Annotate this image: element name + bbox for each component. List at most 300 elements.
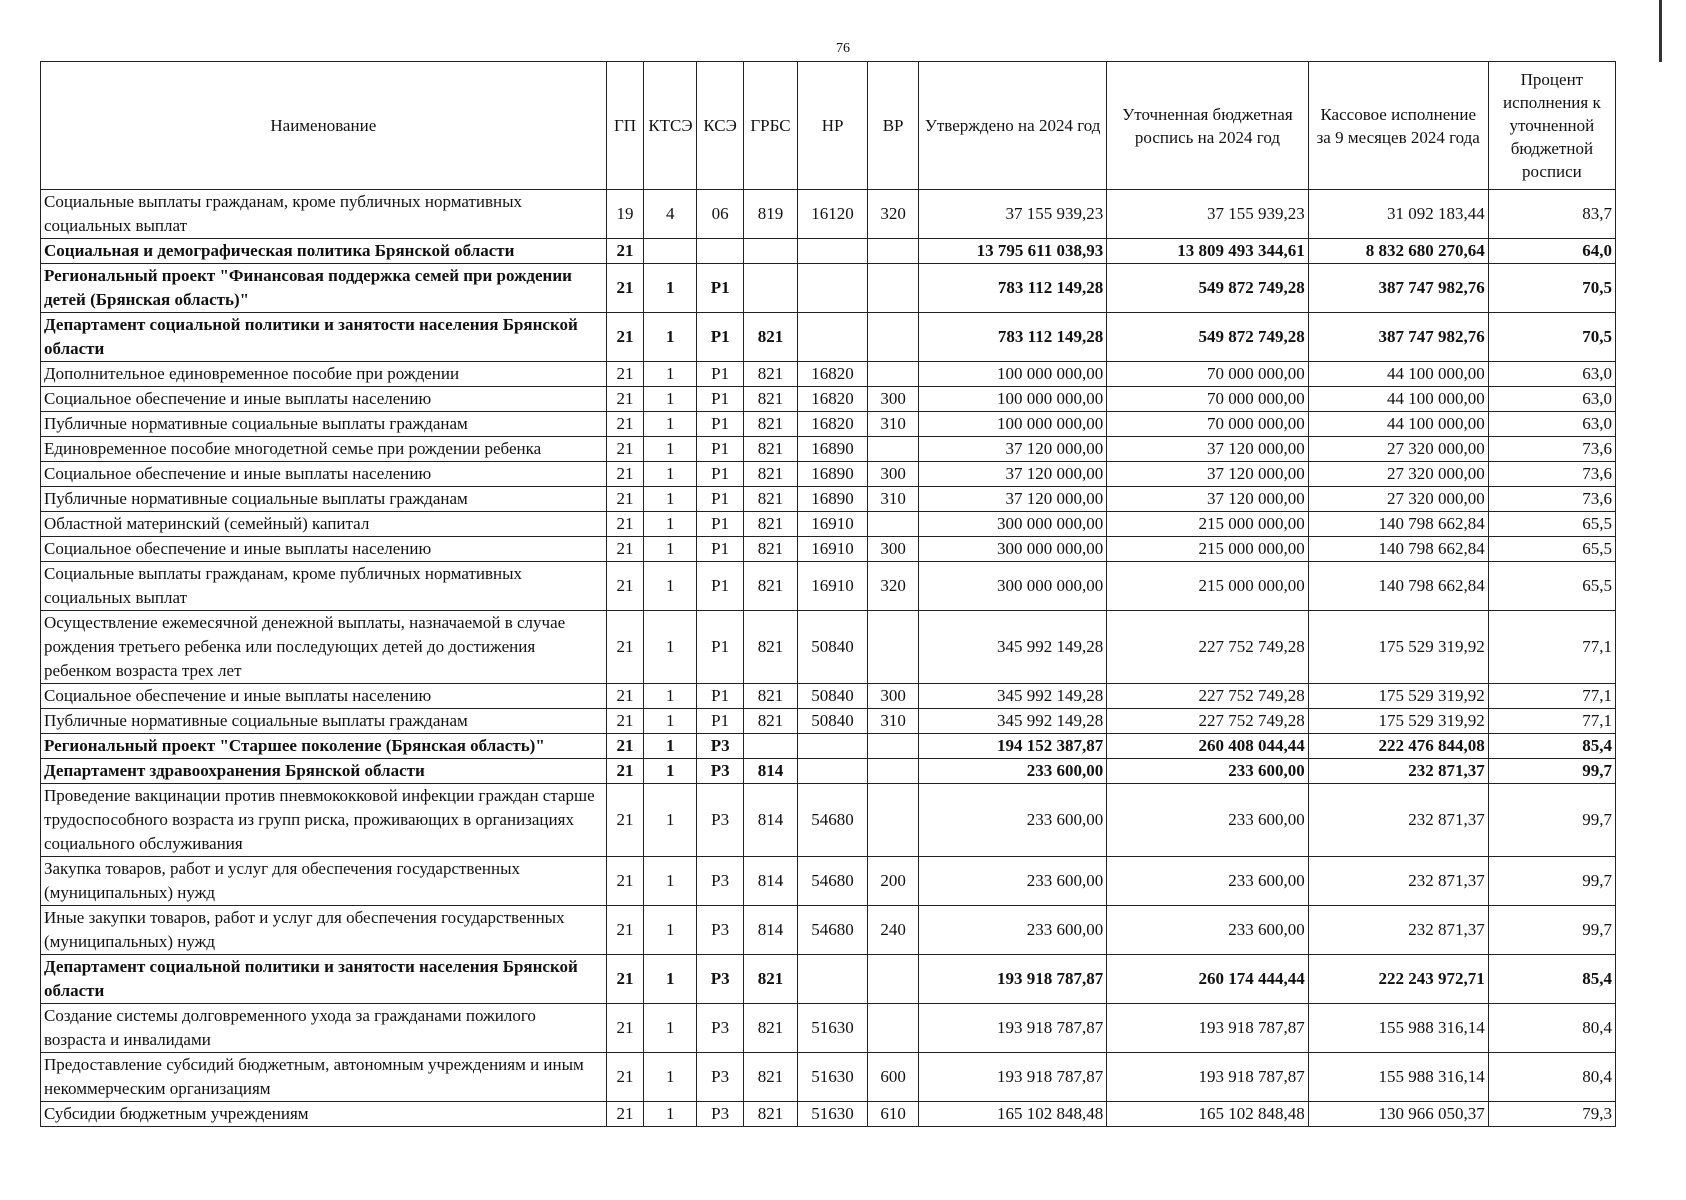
cell-kse: P3 bbox=[697, 1004, 744, 1053]
table-row bbox=[41, 955, 1616, 1004]
cell-gp: 21 bbox=[606, 512, 644, 537]
cell-grbs bbox=[744, 239, 798, 264]
cell-gp: 21 bbox=[606, 239, 644, 264]
cell-name: Публичные нормативные социальные выплаты гражданам bbox=[41, 709, 607, 734]
cell-refined: 233 600,00 bbox=[1107, 759, 1308, 784]
cell-vr bbox=[868, 1004, 919, 1053]
page-number: 76 bbox=[836, 41, 850, 56]
cell-name: Социальное обеспечение и иные выплаты населению bbox=[41, 537, 607, 562]
cell-nr bbox=[797, 759, 867, 784]
cell-name: Публичные нормативные социальные выплаты гражданам bbox=[41, 412, 607, 437]
cell-approved: 37 155 939,23 bbox=[919, 190, 1107, 239]
cell-vr bbox=[868, 611, 919, 684]
cell-nr: 16890 bbox=[797, 487, 867, 512]
cell-kse: P1 bbox=[697, 611, 744, 684]
cell-kse bbox=[697, 239, 744, 264]
cell-name: Социальные выплаты гражданам, кроме публичных нормативных социальных выплат bbox=[41, 190, 607, 239]
cell-name: Социальные выплаты гражданам, кроме публичных нормативных социальных выплат bbox=[41, 562, 607, 611]
cell-grbs: 814 bbox=[744, 784, 798, 857]
cell-gp: 19 bbox=[606, 190, 644, 239]
cell-percent: 85,4 bbox=[1488, 734, 1615, 759]
cell-name: Региональный проект "Финансовая поддержка семей при рождении детей (Брянская область)" bbox=[41, 264, 607, 313]
cell-refined: 260 408 044,44 bbox=[1107, 734, 1308, 759]
cell-vr: 600 bbox=[868, 1053, 919, 1102]
cell-cash: 222 476 844,08 bbox=[1308, 734, 1488, 759]
cell-cash: 232 871,37 bbox=[1308, 759, 1488, 784]
cell-vr bbox=[868, 264, 919, 313]
cell-ktse: 1 bbox=[644, 313, 697, 362]
cell-grbs: 821 bbox=[744, 709, 798, 734]
cell-refined: 260 174 444,44 bbox=[1107, 955, 1308, 1004]
cell-grbs: 821 bbox=[744, 437, 798, 462]
cell-kse: P3 bbox=[697, 955, 744, 1004]
cell-grbs: 821 bbox=[744, 313, 798, 362]
cell-refined: 233 600,00 bbox=[1107, 857, 1308, 906]
col-header-grbs: ГРБС bbox=[744, 62, 798, 190]
cell-approved: 233 600,00 bbox=[919, 906, 1107, 955]
cell-ktse: 1 bbox=[644, 906, 697, 955]
cell-gp: 21 bbox=[606, 1102, 644, 1127]
col-header-kse: КСЭ bbox=[697, 62, 744, 190]
table-row bbox=[41, 512, 1616, 537]
cell-grbs: 814 bbox=[744, 906, 798, 955]
cell-ktse: 1 bbox=[644, 412, 697, 437]
cell-grbs: 821 bbox=[744, 462, 798, 487]
cell-cash: 44 100 000,00 bbox=[1308, 362, 1488, 387]
table-row bbox=[41, 387, 1616, 412]
cell-nr: 16890 bbox=[797, 462, 867, 487]
table-row bbox=[41, 1004, 1616, 1053]
cell-nr: 54680 bbox=[797, 857, 867, 906]
cell-percent: 79,3 bbox=[1488, 1102, 1615, 1127]
table-row bbox=[41, 412, 1616, 437]
cell-approved: 345 992 149,28 bbox=[919, 684, 1107, 709]
cell-approved: 233 600,00 bbox=[919, 857, 1107, 906]
cell-percent: 65,5 bbox=[1488, 512, 1615, 537]
cell-grbs: 821 bbox=[744, 684, 798, 709]
col-header-approved: Утверждено на 2024 год bbox=[919, 62, 1107, 190]
cell-kse: P1 bbox=[697, 362, 744, 387]
cell-approved: 193 918 787,87 bbox=[919, 955, 1107, 1004]
cell-vr: 300 bbox=[868, 462, 919, 487]
cell-approved: 233 600,00 bbox=[919, 759, 1107, 784]
cell-name: Социальное обеспечение и иные выплаты населению bbox=[41, 387, 607, 412]
table-row bbox=[41, 759, 1616, 784]
cell-name: Департамент социальной политики и занятости населения Брянской области bbox=[41, 313, 607, 362]
cell-percent: 70,5 bbox=[1488, 264, 1615, 313]
header-row bbox=[41, 62, 1616, 190]
cell-refined: 165 102 848,48 bbox=[1107, 1102, 1308, 1127]
cell-name: Региональный проект "Старшее поколение (Брянская область)" bbox=[41, 734, 607, 759]
cell-vr bbox=[868, 512, 919, 537]
cell-cash: 31 092 183,44 bbox=[1308, 190, 1488, 239]
cell-gp: 21 bbox=[606, 487, 644, 512]
cell-cash: 44 100 000,00 bbox=[1308, 387, 1488, 412]
cell-gp: 21 bbox=[606, 759, 644, 784]
cell-vr bbox=[868, 313, 919, 362]
cell-vr: 310 bbox=[868, 709, 919, 734]
cell-refined: 70 000 000,00 bbox=[1107, 387, 1308, 412]
cell-refined: 549 872 749,28 bbox=[1107, 313, 1308, 362]
cell-ktse: 1 bbox=[644, 362, 697, 387]
cell-kse: P1 bbox=[697, 537, 744, 562]
cell-cash: 175 529 319,92 bbox=[1308, 611, 1488, 684]
cell-vr: 320 bbox=[868, 190, 919, 239]
cell-vr bbox=[868, 759, 919, 784]
cell-cash: 140 798 662,84 bbox=[1308, 562, 1488, 611]
cell-gp: 21 bbox=[606, 684, 644, 709]
table-row bbox=[41, 264, 1616, 313]
cell-grbs: 821 bbox=[744, 487, 798, 512]
cell-ktse: 1 bbox=[644, 264, 697, 313]
cell-cash: 140 798 662,84 bbox=[1308, 537, 1488, 562]
cell-vr: 200 bbox=[868, 857, 919, 906]
cell-vr: 300 bbox=[868, 684, 919, 709]
cell-ktse: 1 bbox=[644, 1004, 697, 1053]
cell-gp: 21 bbox=[606, 709, 644, 734]
table-row bbox=[41, 784, 1616, 857]
cell-nr: 16120 bbox=[797, 190, 867, 239]
cell-nr: 50840 bbox=[797, 611, 867, 684]
cell-approved: 783 112 149,28 bbox=[919, 313, 1107, 362]
cell-vr: 310 bbox=[868, 487, 919, 512]
table-row bbox=[41, 709, 1616, 734]
cell-kse: P1 bbox=[697, 264, 744, 313]
cell-nr: 54680 bbox=[797, 784, 867, 857]
cell-kse: P1 bbox=[697, 387, 744, 412]
cell-ktse: 1 bbox=[644, 462, 697, 487]
cell-grbs bbox=[744, 264, 798, 313]
cell-grbs: 821 bbox=[744, 1004, 798, 1053]
cell-cash: 130 966 050,37 bbox=[1308, 1102, 1488, 1127]
cell-nr bbox=[797, 264, 867, 313]
cell-vr: 300 bbox=[868, 537, 919, 562]
cell-vr bbox=[868, 437, 919, 462]
cell-percent: 70,5 bbox=[1488, 313, 1615, 362]
cell-kse: P3 bbox=[697, 759, 744, 784]
cell-nr: 54680 bbox=[797, 906, 867, 955]
table-row bbox=[41, 190, 1616, 239]
table-row bbox=[41, 239, 1616, 264]
cell-cash: 387 747 982,76 bbox=[1308, 313, 1488, 362]
cell-refined: 549 872 749,28 bbox=[1107, 264, 1308, 313]
cell-refined: 37 155 939,23 bbox=[1107, 190, 1308, 239]
cell-cash: 155 988 316,14 bbox=[1308, 1053, 1488, 1102]
table-row bbox=[41, 537, 1616, 562]
cell-percent: 99,7 bbox=[1488, 784, 1615, 857]
cell-nr bbox=[797, 239, 867, 264]
cell-refined: 37 120 000,00 bbox=[1107, 487, 1308, 512]
cell-nr: 16910 bbox=[797, 562, 867, 611]
cell-approved: 100 000 000,00 bbox=[919, 362, 1107, 387]
cell-grbs: 821 bbox=[744, 562, 798, 611]
cell-gp: 21 bbox=[606, 955, 644, 1004]
cell-gp: 21 bbox=[606, 264, 644, 313]
cell-gp: 21 bbox=[606, 562, 644, 611]
cell-nr: 51630 bbox=[797, 1004, 867, 1053]
cell-name: Создание системы долговременного ухода за гражданами пожилого возраста и инвалидами bbox=[41, 1004, 607, 1053]
col-header-ktse: КТСЭ bbox=[644, 62, 697, 190]
cell-kse: P3 bbox=[697, 1053, 744, 1102]
cell-percent: 77,1 bbox=[1488, 709, 1615, 734]
cell-percent: 99,7 bbox=[1488, 906, 1615, 955]
cell-percent: 73,6 bbox=[1488, 487, 1615, 512]
table-row bbox=[41, 857, 1616, 906]
cell-gp: 21 bbox=[606, 387, 644, 412]
cell-approved: 100 000 000,00 bbox=[919, 412, 1107, 437]
cell-approved: 300 000 000,00 bbox=[919, 562, 1107, 611]
table-row bbox=[41, 562, 1616, 611]
cell-refined: 215 000 000,00 bbox=[1107, 537, 1308, 562]
cell-nr: 16910 bbox=[797, 512, 867, 537]
cell-ktse: 1 bbox=[644, 857, 697, 906]
cell-ktse: 4 bbox=[644, 190, 697, 239]
cell-percent: 63,0 bbox=[1488, 362, 1615, 387]
cell-percent: 85,4 bbox=[1488, 955, 1615, 1004]
cell-approved: 37 120 000,00 bbox=[919, 437, 1107, 462]
cell-percent: 73,6 bbox=[1488, 462, 1615, 487]
cell-refined: 215 000 000,00 bbox=[1107, 562, 1308, 611]
cell-ktse: 1 bbox=[644, 437, 697, 462]
table-row bbox=[41, 906, 1616, 955]
cell-ktse: 1 bbox=[644, 512, 697, 537]
cell-kse: P3 bbox=[697, 734, 744, 759]
cell-grbs: 821 bbox=[744, 1053, 798, 1102]
col-header-name: Наименование bbox=[41, 62, 607, 190]
cell-nr: 16820 bbox=[797, 362, 867, 387]
cell-grbs: 821 bbox=[744, 955, 798, 1004]
cell-approved: 193 918 787,87 bbox=[919, 1053, 1107, 1102]
cell-kse: P3 bbox=[697, 1102, 744, 1127]
cell-vr: 310 bbox=[868, 412, 919, 437]
cell-refined: 13 809 493 344,61 bbox=[1107, 239, 1308, 264]
cell-percent: 65,5 bbox=[1488, 562, 1615, 611]
col-header-vr: ВР bbox=[868, 62, 919, 190]
cell-nr: 16910 bbox=[797, 537, 867, 562]
cell-percent: 80,4 bbox=[1488, 1004, 1615, 1053]
cell-name: Дополнительное единовременное пособие при рождении bbox=[41, 362, 607, 387]
cell-kse: P1 bbox=[697, 684, 744, 709]
cell-name: Социальное обеспечение и иные выплаты населению bbox=[41, 684, 607, 709]
table-row bbox=[41, 462, 1616, 487]
cell-nr: 16890 bbox=[797, 437, 867, 462]
cell-ktse: 1 bbox=[644, 487, 697, 512]
cell-refined: 215 000 000,00 bbox=[1107, 512, 1308, 537]
col-header-gp: ГП bbox=[606, 62, 644, 190]
cell-grbs: 821 bbox=[744, 611, 798, 684]
cell-vr bbox=[868, 784, 919, 857]
cell-approved: 193 918 787,87 bbox=[919, 1004, 1107, 1053]
cell-kse: P1 bbox=[697, 437, 744, 462]
cell-gp: 21 bbox=[606, 313, 644, 362]
cell-grbs: 814 bbox=[744, 857, 798, 906]
cell-name: Департамент здравоохранения Брянской области bbox=[41, 759, 607, 784]
cell-nr: 51630 bbox=[797, 1053, 867, 1102]
cell-kse: P3 bbox=[697, 906, 744, 955]
cell-nr bbox=[797, 313, 867, 362]
cell-percent: 63,0 bbox=[1488, 412, 1615, 437]
cell-approved: 233 600,00 bbox=[919, 784, 1107, 857]
cell-kse: P1 bbox=[697, 462, 744, 487]
cell-nr bbox=[797, 734, 867, 759]
table-row bbox=[41, 1053, 1616, 1102]
cell-percent: 65,5 bbox=[1488, 537, 1615, 562]
cell-grbs: 814 bbox=[744, 759, 798, 784]
cell-refined: 233 600,00 bbox=[1107, 906, 1308, 955]
cell-gp: 21 bbox=[606, 857, 644, 906]
cell-gp: 21 bbox=[606, 412, 644, 437]
cell-refined: 233 600,00 bbox=[1107, 784, 1308, 857]
table-row bbox=[41, 313, 1616, 362]
cell-cash: 27 320 000,00 bbox=[1308, 437, 1488, 462]
cell-kse: P1 bbox=[697, 512, 744, 537]
cell-vr bbox=[868, 362, 919, 387]
cell-grbs: 821 bbox=[744, 387, 798, 412]
cell-ktse: 1 bbox=[644, 1102, 697, 1127]
cell-gp: 21 bbox=[606, 1053, 644, 1102]
cell-refined: 227 752 749,28 bbox=[1107, 684, 1308, 709]
cell-ktse: 1 bbox=[644, 734, 697, 759]
table-row bbox=[41, 487, 1616, 512]
cell-name: Публичные нормативные социальные выплаты гражданам bbox=[41, 487, 607, 512]
cell-ktse: 1 bbox=[644, 759, 697, 784]
cell-grbs: 821 bbox=[744, 412, 798, 437]
cell-approved: 37 120 000,00 bbox=[919, 487, 1107, 512]
table-row bbox=[41, 362, 1616, 387]
cell-approved: 300 000 000,00 bbox=[919, 512, 1107, 537]
cell-percent: 64,0 bbox=[1488, 239, 1615, 264]
cell-name: Проведение вакцинации против пневмококковой инфекции граждан старше трудоспособного возраста из групп риска, проживающих в организациях социального обслуживания bbox=[41, 784, 607, 857]
cell-approved: 194 152 387,87 bbox=[919, 734, 1107, 759]
cell-vr: 240 bbox=[868, 906, 919, 955]
cell-cash: 175 529 319,92 bbox=[1308, 709, 1488, 734]
cell-kse: P1 bbox=[697, 562, 744, 611]
cell-name: Закупка товаров, работ и услуг для обеспечения государственных (муниципальных) нужд bbox=[41, 857, 607, 906]
cell-name: Предоставление субсидий бюджетным, автономным учреждениям и иным некоммерческим организациям bbox=[41, 1053, 607, 1102]
cell-kse: P1 bbox=[697, 313, 744, 362]
cell-percent: 83,7 bbox=[1488, 190, 1615, 239]
cell-approved: 783 112 149,28 bbox=[919, 264, 1107, 313]
cell-cash: 222 243 972,71 bbox=[1308, 955, 1488, 1004]
cell-ktse: 1 bbox=[644, 611, 697, 684]
cell-cash: 44 100 000,00 bbox=[1308, 412, 1488, 437]
cell-gp: 21 bbox=[606, 611, 644, 684]
cell-grbs: 821 bbox=[744, 512, 798, 537]
cell-refined: 193 918 787,87 bbox=[1107, 1004, 1308, 1053]
cell-grbs: 821 bbox=[744, 1102, 798, 1127]
cell-name: Субсидии бюджетным учреждениям bbox=[41, 1102, 607, 1127]
cell-approved: 37 120 000,00 bbox=[919, 462, 1107, 487]
cell-ktse: 1 bbox=[644, 1053, 697, 1102]
cell-nr: 51630 bbox=[797, 1102, 867, 1127]
cell-approved: 100 000 000,00 bbox=[919, 387, 1107, 412]
cell-nr bbox=[797, 955, 867, 1004]
cell-refined: 70 000 000,00 bbox=[1107, 362, 1308, 387]
cell-kse: 06 bbox=[697, 190, 744, 239]
cell-kse: P3 bbox=[697, 784, 744, 857]
table-row bbox=[41, 611, 1616, 684]
cell-percent: 73,6 bbox=[1488, 437, 1615, 462]
cell-gp: 21 bbox=[606, 734, 644, 759]
cell-nr: 16820 bbox=[797, 387, 867, 412]
table-row bbox=[41, 437, 1616, 462]
cell-ktse: 1 bbox=[644, 562, 697, 611]
cell-nr: 16820 bbox=[797, 412, 867, 437]
cell-vr: 300 bbox=[868, 387, 919, 412]
cell-percent: 77,1 bbox=[1488, 684, 1615, 709]
cell-ktse: 1 bbox=[644, 537, 697, 562]
cell-vr bbox=[868, 239, 919, 264]
cell-percent: 99,7 bbox=[1488, 759, 1615, 784]
cell-cash: 27 320 000,00 bbox=[1308, 462, 1488, 487]
cell-grbs bbox=[744, 734, 798, 759]
cell-name: Социальное обеспечение и иные выплаты населению bbox=[41, 462, 607, 487]
cell-cash: 140 798 662,84 bbox=[1308, 512, 1488, 537]
cell-ktse bbox=[644, 239, 697, 264]
cell-cash: 8 832 680 270,64 bbox=[1308, 239, 1488, 264]
cell-grbs: 819 bbox=[744, 190, 798, 239]
cell-ktse: 1 bbox=[644, 955, 697, 1004]
cell-percent: 99,7 bbox=[1488, 857, 1615, 906]
cell-gp: 21 bbox=[606, 537, 644, 562]
cell-cash: 232 871,37 bbox=[1308, 906, 1488, 955]
cell-ktse: 1 bbox=[644, 709, 697, 734]
cell-gp: 21 bbox=[606, 784, 644, 857]
cell-cash: 387 747 982,76 bbox=[1308, 264, 1488, 313]
cell-grbs: 821 bbox=[744, 362, 798, 387]
col-header-refined: Уточненная бюджетная роспись на 2024 год bbox=[1107, 62, 1308, 190]
cell-name: Осуществление ежемесячной денежной выплаты, назначаемой в случае рождения третьего ребенка или последующих детей до достижения ребенком возраста трех лет bbox=[41, 611, 607, 684]
cell-kse: P1 bbox=[697, 487, 744, 512]
cell-approved: 13 795 611 038,93 bbox=[919, 239, 1107, 264]
cell-ktse: 1 bbox=[644, 387, 697, 412]
table-row bbox=[41, 1102, 1616, 1127]
cell-refined: 70 000 000,00 bbox=[1107, 412, 1308, 437]
cell-gp: 21 bbox=[606, 462, 644, 487]
cell-refined: 193 918 787,87 bbox=[1107, 1053, 1308, 1102]
cell-ktse: 1 bbox=[644, 684, 697, 709]
cell-vr bbox=[868, 734, 919, 759]
table-row bbox=[41, 684, 1616, 709]
cell-nr: 50840 bbox=[797, 684, 867, 709]
cell-refined: 37 120 000,00 bbox=[1107, 462, 1308, 487]
cell-percent: 63,0 bbox=[1488, 387, 1615, 412]
cell-gp: 21 bbox=[606, 437, 644, 462]
cell-approved: 345 992 149,28 bbox=[919, 611, 1107, 684]
cell-refined: 227 752 749,28 bbox=[1107, 709, 1308, 734]
cell-kse: P1 bbox=[697, 412, 744, 437]
budget-execution-table bbox=[40, 61, 1616, 1127]
cell-name: Областной материнский (семейный) капитал bbox=[41, 512, 607, 537]
cell-percent: 77,1 bbox=[1488, 611, 1615, 684]
table-row bbox=[41, 734, 1616, 759]
cell-vr bbox=[868, 955, 919, 1004]
col-header-percent: Процент исполнения к уточненной бюджетной росписи bbox=[1488, 62, 1615, 190]
cell-cash: 27 320 000,00 bbox=[1308, 487, 1488, 512]
cell-name: Социальная и демографическая политика Брянской области bbox=[41, 239, 607, 264]
col-header-cash: Кассовое исполнение за 9 месяцев 2024 года bbox=[1308, 62, 1488, 190]
cell-cash: 175 529 319,92 bbox=[1308, 684, 1488, 709]
cell-vr: 320 bbox=[868, 562, 919, 611]
cell-refined: 227 752 749,28 bbox=[1107, 611, 1308, 684]
cell-name: Единовременное пособие многодетной семье при рождении ребенка bbox=[41, 437, 607, 462]
cell-gp: 21 bbox=[606, 362, 644, 387]
cell-name: Департамент социальной политики и занятости населения Брянской области bbox=[41, 955, 607, 1004]
cell-name: Иные закупки товаров, работ и услуг для обеспечения государственных (муниципальных) нужд bbox=[41, 906, 607, 955]
cell-gp: 21 bbox=[606, 906, 644, 955]
cell-cash: 232 871,37 bbox=[1308, 857, 1488, 906]
col-header-nr: НР bbox=[797, 62, 867, 190]
